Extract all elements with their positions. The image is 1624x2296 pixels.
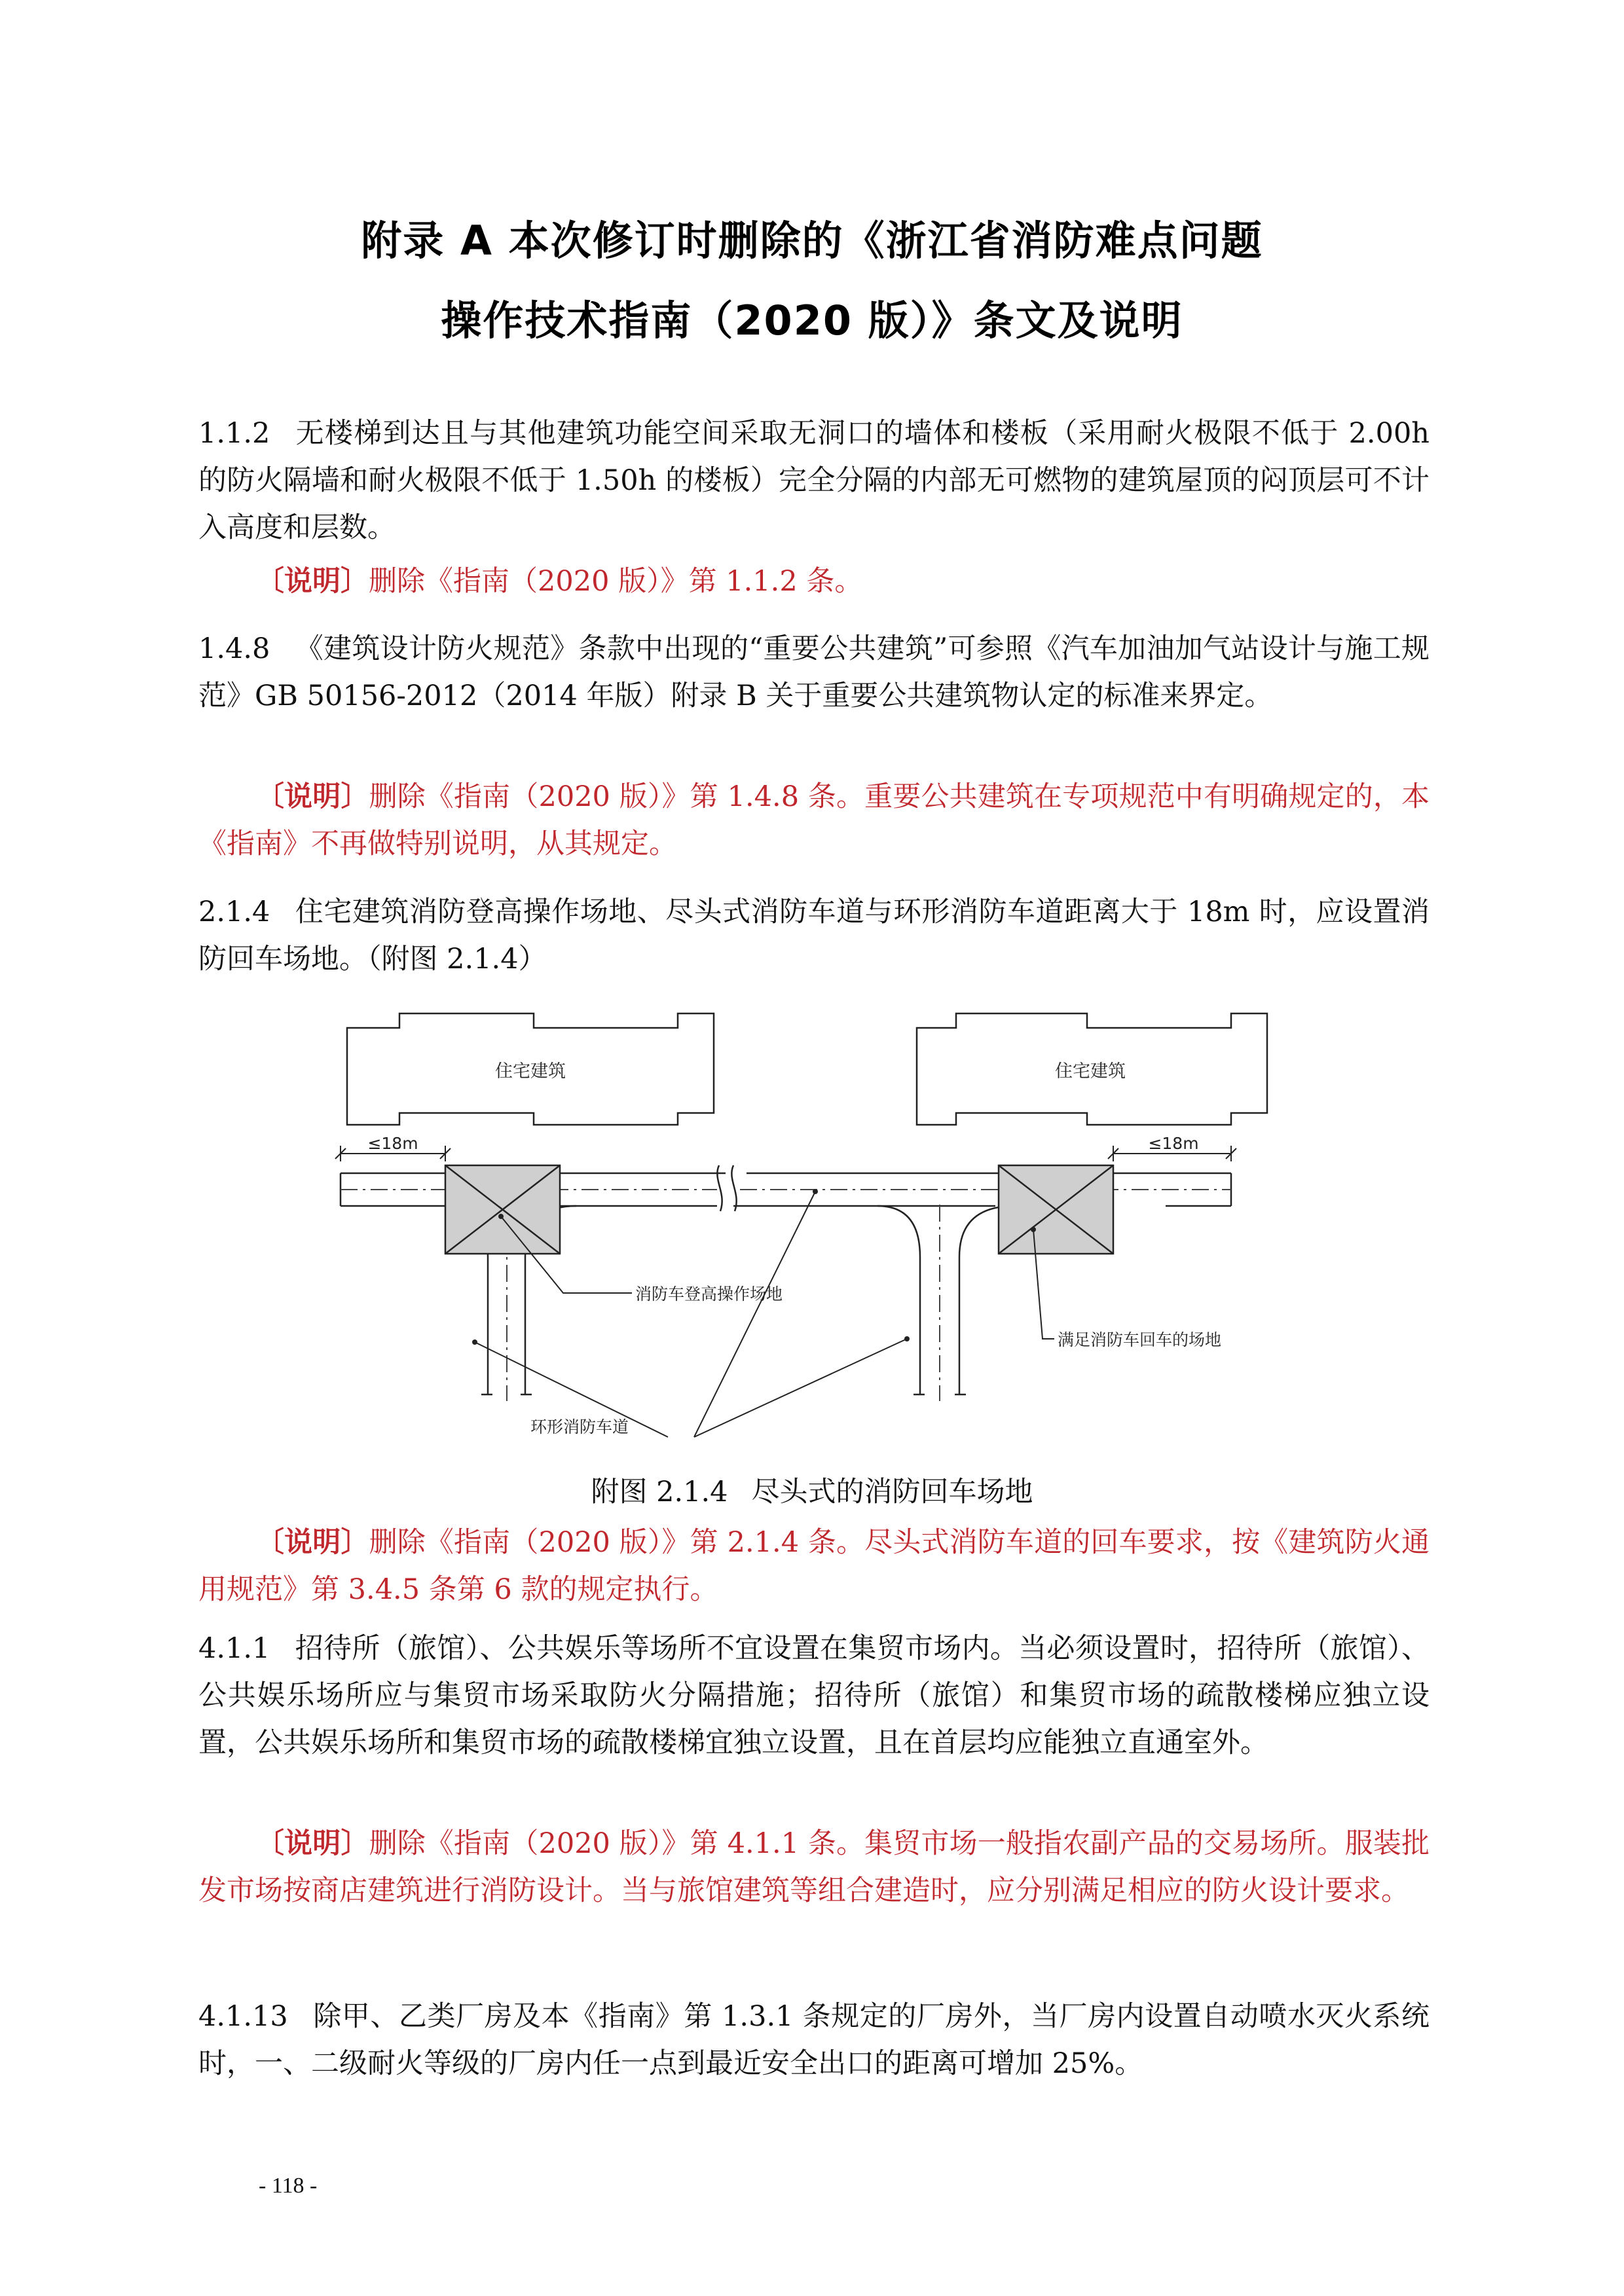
caption-number: 附图 2.1.4	[591, 1476, 728, 1508]
figure-caption	[0, 1470, 1624, 1510]
turnaround-right	[999, 1165, 1113, 1254]
platform-left	[445, 1165, 560, 1254]
clause-text: 住宅建筑消防登高操作场地、尽头式消防车道与环形消防车道距离大于 18m 时，应设置消防回车场地。（附图 2.1.4）	[198, 896, 1430, 975]
clause-1-4-8	[198, 625, 1430, 720]
note-tag: 〔说明〕	[256, 565, 369, 598]
clause-1-1-2-note	[198, 558, 1430, 605]
appendix-title-line1: 附录 A 本次修订时删除的《浙江省消防难点问题	[361, 217, 1263, 264]
leader-loop-3	[694, 1339, 907, 1437]
figure-2-1-4	[314, 1008, 1310, 1460]
clause-number: 4.1.13	[198, 2000, 288, 2033]
loop-road-label: 环形消防车道	[530, 1417, 629, 1436]
building-left-label: 住宅建筑	[495, 1061, 566, 1082]
clause-number: 2.1.4	[198, 896, 270, 928]
note-tag: 〔说明〕	[256, 1526, 369, 1559]
clause-1-1-2	[198, 410, 1430, 551]
note-text: 删除《指南（2020 版）》第 1.1.2 条。	[369, 565, 863, 598]
clause-1-4-8-note	[198, 773, 1430, 867]
clause-2-1-4	[198, 888, 1430, 983]
page-number: - 118 -	[259, 2174, 318, 2198]
note-tag: 〔说明〕	[256, 1827, 369, 1860]
clause-number: 4.1.1	[198, 1632, 270, 1665]
clause-text: 除甲、乙类厂房及本《指南》第 1.3.1 条规定的厂房外，当厂房内设置自动喷水灭火系统时，一、二级耐火等级的厂房内任一点到最近安全出口的距离可增加 25%。	[198, 2000, 1430, 2080]
clause-4-1-13	[198, 1993, 1430, 2087]
note-tag: 〔说明〕	[256, 780, 369, 813]
middle-branch-road	[877, 1206, 1015, 1394]
clause-text: 《建筑设计防火规范》条款中出现的“重要公共建筑”可参照《汽车加油加气站设计与施工规范》GB 50156-2012（2014 年版）附录 B 关于重要公共建筑物认定的标准来界定。	[198, 632, 1430, 712]
dim-label-left: ≤18m	[367, 1134, 418, 1153]
building-right-label: 住宅建筑	[1055, 1061, 1126, 1082]
leader-loop-2	[694, 1192, 815, 1437]
clause-2-1-4-note	[198, 1519, 1430, 1613]
clause-text: 无楼梯到达且与其他建筑功能空间采取无洞口的墙体和楼板（采用耐火极限不低于 2.00h 的防火隔墙和耐火极限不低于 1.50h 的楼板）完全分隔的内部无可燃物的建筑屋顶的闷顶层可不计入高度和层数。	[198, 417, 1430, 544]
note-text: 删除《指南（2020 版）》第 2.1.4 条。尽头式消防车道的回车要求，按《建筑防火通用规范》第 3.4.5 条第 6 款的规定执行。	[198, 1526, 1430, 1606]
clause-4-1-1	[198, 1625, 1430, 1766]
note-text: 删除《指南（2020 版）》第 1.4.8 条。重要公共建筑在专项规范中有明确规定的，本《指南》不再做特别说明，从其规定。	[198, 780, 1430, 860]
road-break	[717, 1165, 736, 1211]
clause-number: 1.1.2	[198, 417, 270, 450]
clause-number: 1.4.8	[198, 632, 270, 665]
appendix-title-line2: 操作技术指南（2020 版）》条文及说明	[441, 297, 1183, 344]
clause-text: 招待所（旅馆）、公共娱乐等场所不宜设置在集贸市场内。当必须设置时，招待所（旅馆）、公共娱乐场所应与集贸市场采取防火分隔措施；招待所（旅馆）和集贸市场的疏散楼梯应独立设置，公共娱乐场所和集贸市场的疏散楼梯宜独立设置，且在首层均应能独立直通室外。	[198, 1632, 1430, 1759]
dim-label-right: ≤18m	[1148, 1134, 1199, 1153]
turnaround-label: 满足消防车回车的场地	[1058, 1330, 1222, 1349]
note-text: 删除《指南（2020 版）》第 4.1.1 条。集贸市场一般指农副产品的交易场所。服装批发市场按商店建筑进行消防设计。当与旅馆建筑等组合建造时，应分别满足相应的防火设计要求。	[198, 1827, 1430, 1907]
caption-text: 尽头式的消防回车场地	[751, 1476, 1033, 1508]
clause-4-1-1-note	[198, 1820, 1430, 1914]
platform-label: 消防车登高操作场地	[635, 1285, 783, 1303]
